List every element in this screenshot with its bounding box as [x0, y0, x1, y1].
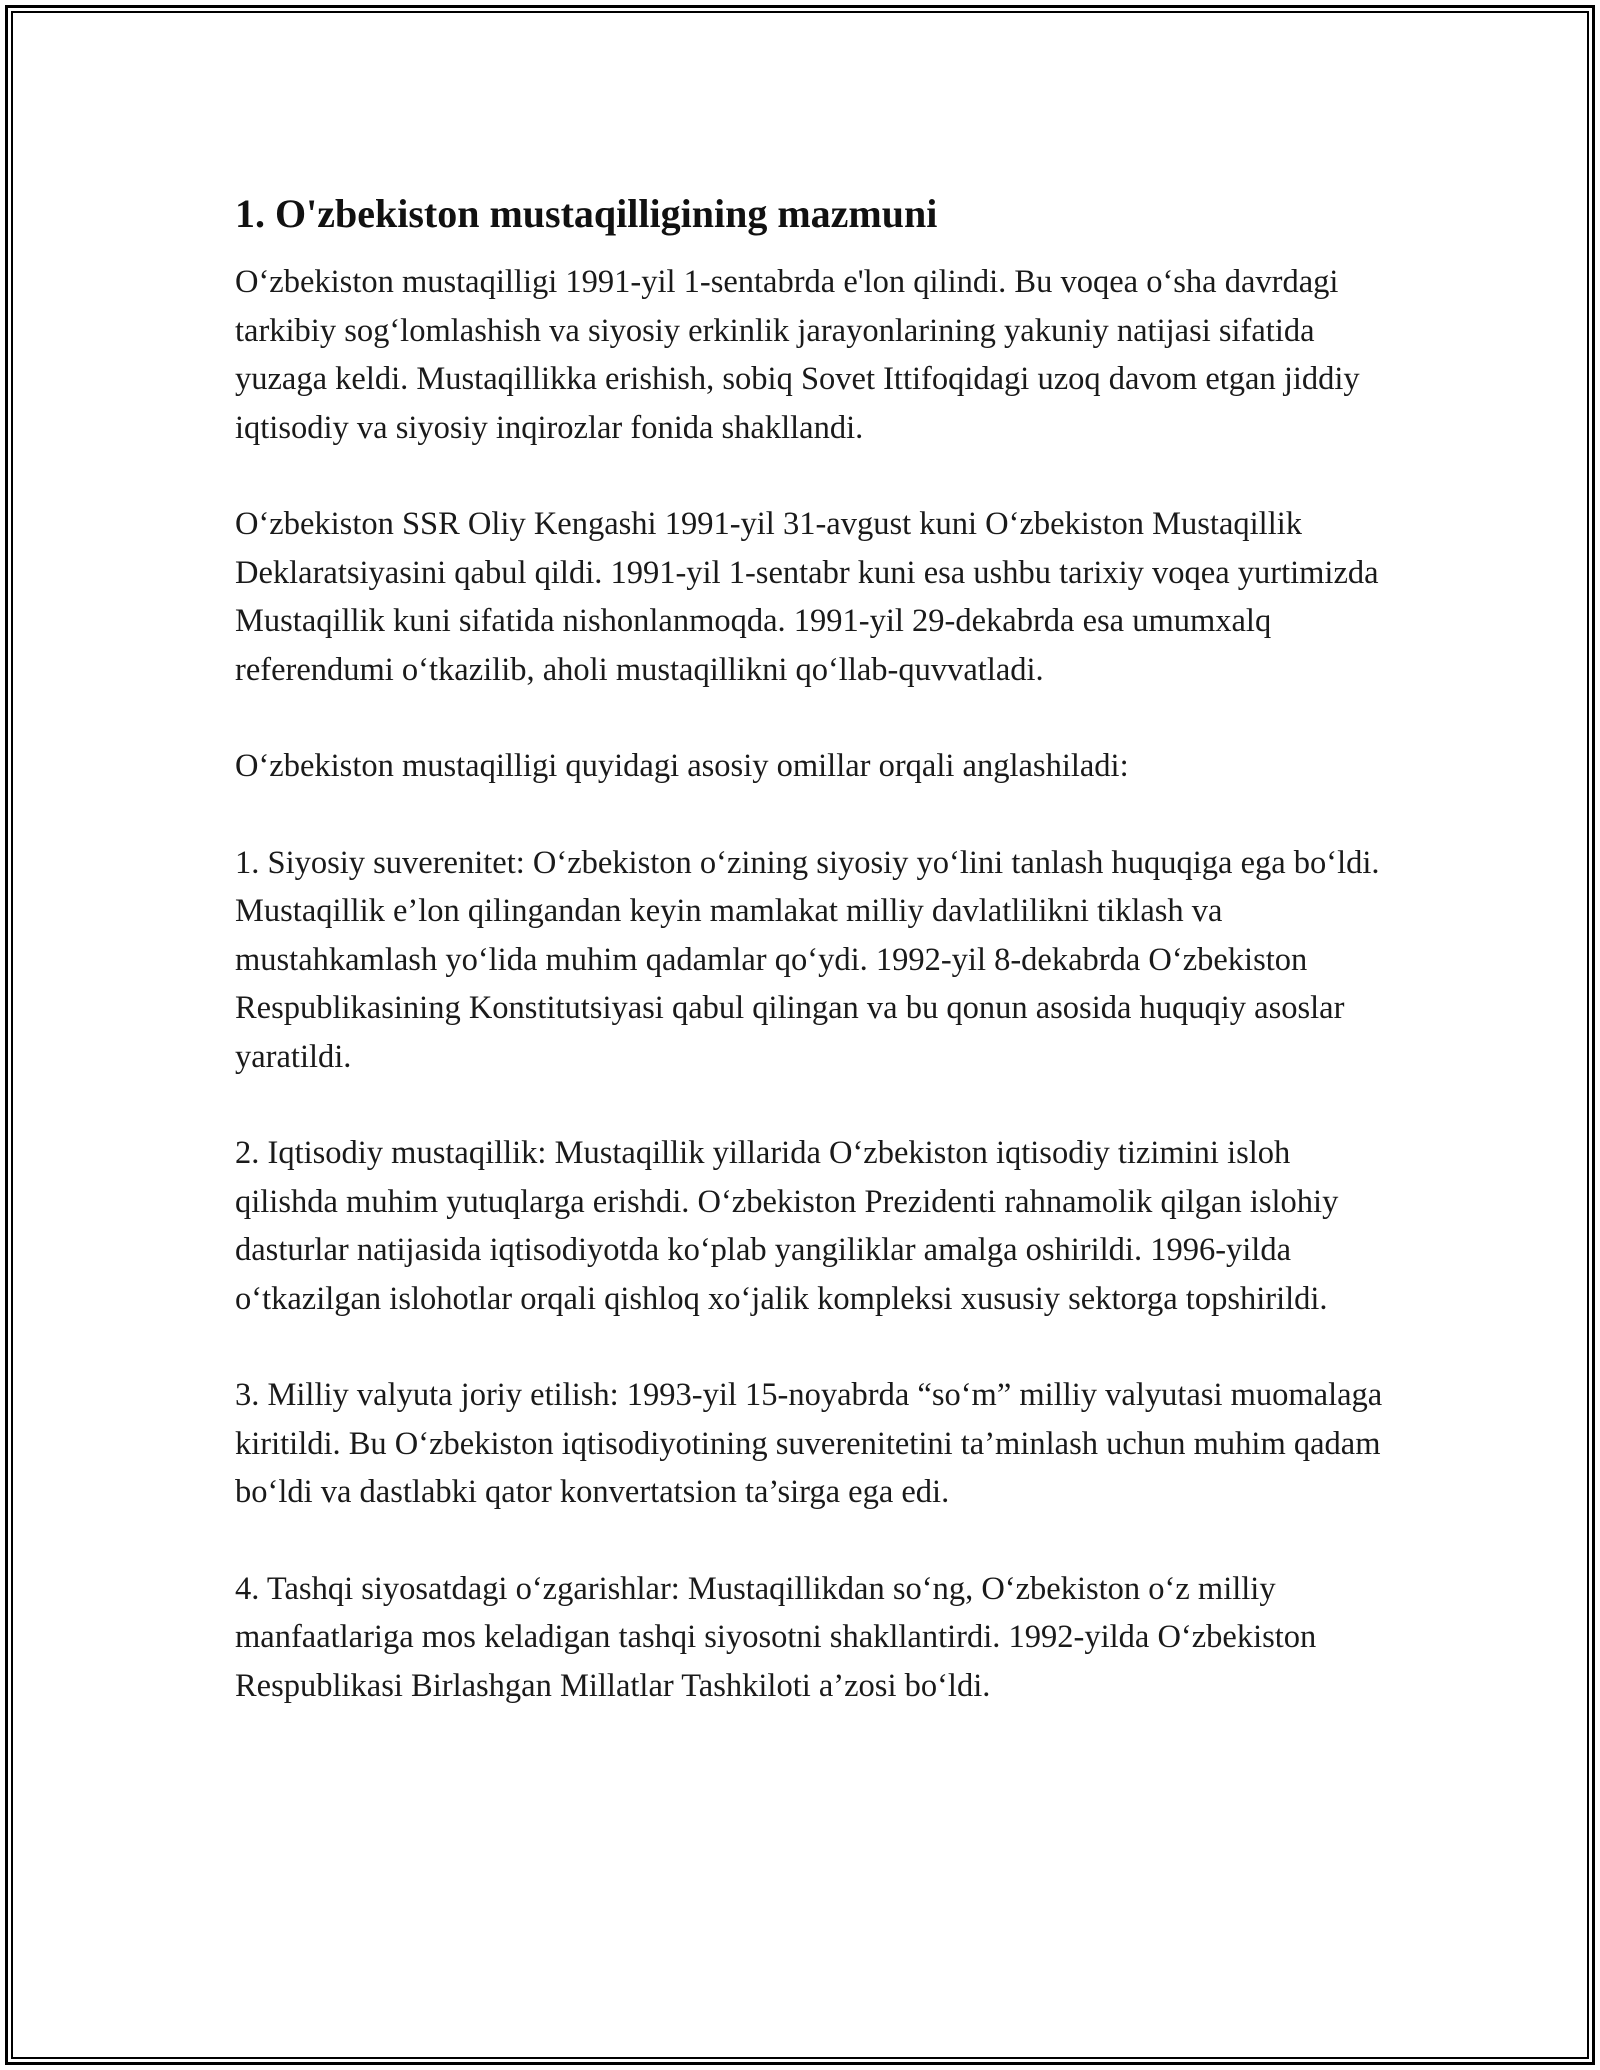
list-item-political-sovereignty: 1. Siyosiy suverenitet: O‘zbekiston o‘zining siyosiy yo‘lini tanlash huquqiga ega bo‘ldi. Mustaqillik e’lon qilingandan keyin mamlakat milliy davlatlilikni tiklash va mustahkamlash yo‘lida muhim qadamlar qo‘ydi. 1992-yil 8-dekabrda O‘zbekiston Respublikasining Konstitutsiyasi qabul qilingan va bu qonun asosida huquqiy asoslar yaratildi.	[235, 844, 1380, 1075]
paragraph-declaration: O‘zbekiston SSR Oliy Kengashi 1991-yil 31-avgust kuni O‘zbekiston Mustaqillik Deklaratsiyasini qabul qildi. 1991-yil 1-sentabr kuni esa ushbu tarixiy voqea yurtimizda Mustaqillik kuni sifatida nishonlanmoqda. 1991-yil 29-dekabrda esa umumxalq referendumi o‘tkazilib, aholi mustaqillikni qo‘llab-quvvatladi.	[235, 506, 1379, 688]
list-item-foreign-policy: 4. Tashqi siyosatdagi o‘zgarishlar: Mustaqillikdan so‘ng, O‘zbekiston o‘z milliy manfaatlariga mos keladigan tashqi siyosotni shakllantirdi. 1992-yilda O‘zbekiston Respublikasi Birlashgan Millatlar Tashkiloti a’zosi bo‘ldi.	[235, 1570, 1317, 1704]
paragraph-factors-lead: O‘zbekiston mustaqilligi quyidagi asosiy omillar orqali anglashiladi:	[235, 748, 1129, 784]
paragraph-intro: O‘zbekiston mustaqilligi 1991-yil 1-sentabrda e'lon qilindi. Bu voqea o‘sha davrdagi tarkibiy sog‘lomlashish va siyosiy erkinlik jarayonlarining yakuniy natijasi sifatida yuzaga keldi. Mustaqillikka erishish, sobiq Sovet Ittifoqidagi uzoq davom etgan jiddiy iqtisodiy va siyosiy inqirozlar fonida shakllandi.	[235, 264, 1360, 446]
document-body	[235, 186, 1385, 1710]
section-heading: 1. O'zbekiston mustaqilligining mazmuni	[235, 191, 938, 236]
list-item-national-currency: 3. Milliy valyuta joriy etilish: 1993-yil 15-noyabrda “so‘m” milliy valyutasi muomalaga kiritildi. Bu O‘zbekiston iqtisodiyotining suverenitetini ta’minlash uchun muhim qadam bo‘ldi va dastlabki qator konvertatsion ta’sirga ega edi.	[235, 1377, 1383, 1510]
list-item-economic-independence: 2. Iqtisodiy mustaqillik: Mustaqillik yillarida O‘zbekiston iqtisodiy tizimini isloh qilishda muhim yutuqlarga erishdi. O‘zbekiston Prezidenti rahnamolik qilgan islohiy dasturlar natijasida iqtisodiyotda ko‘plab yangiliklar amalga oshirildi. 1996-yilda o‘tkazilgan islohotlar orqali qishloq xo‘jalik kompleksi xususiy sektorga topshirildi.	[235, 1135, 1339, 1317]
